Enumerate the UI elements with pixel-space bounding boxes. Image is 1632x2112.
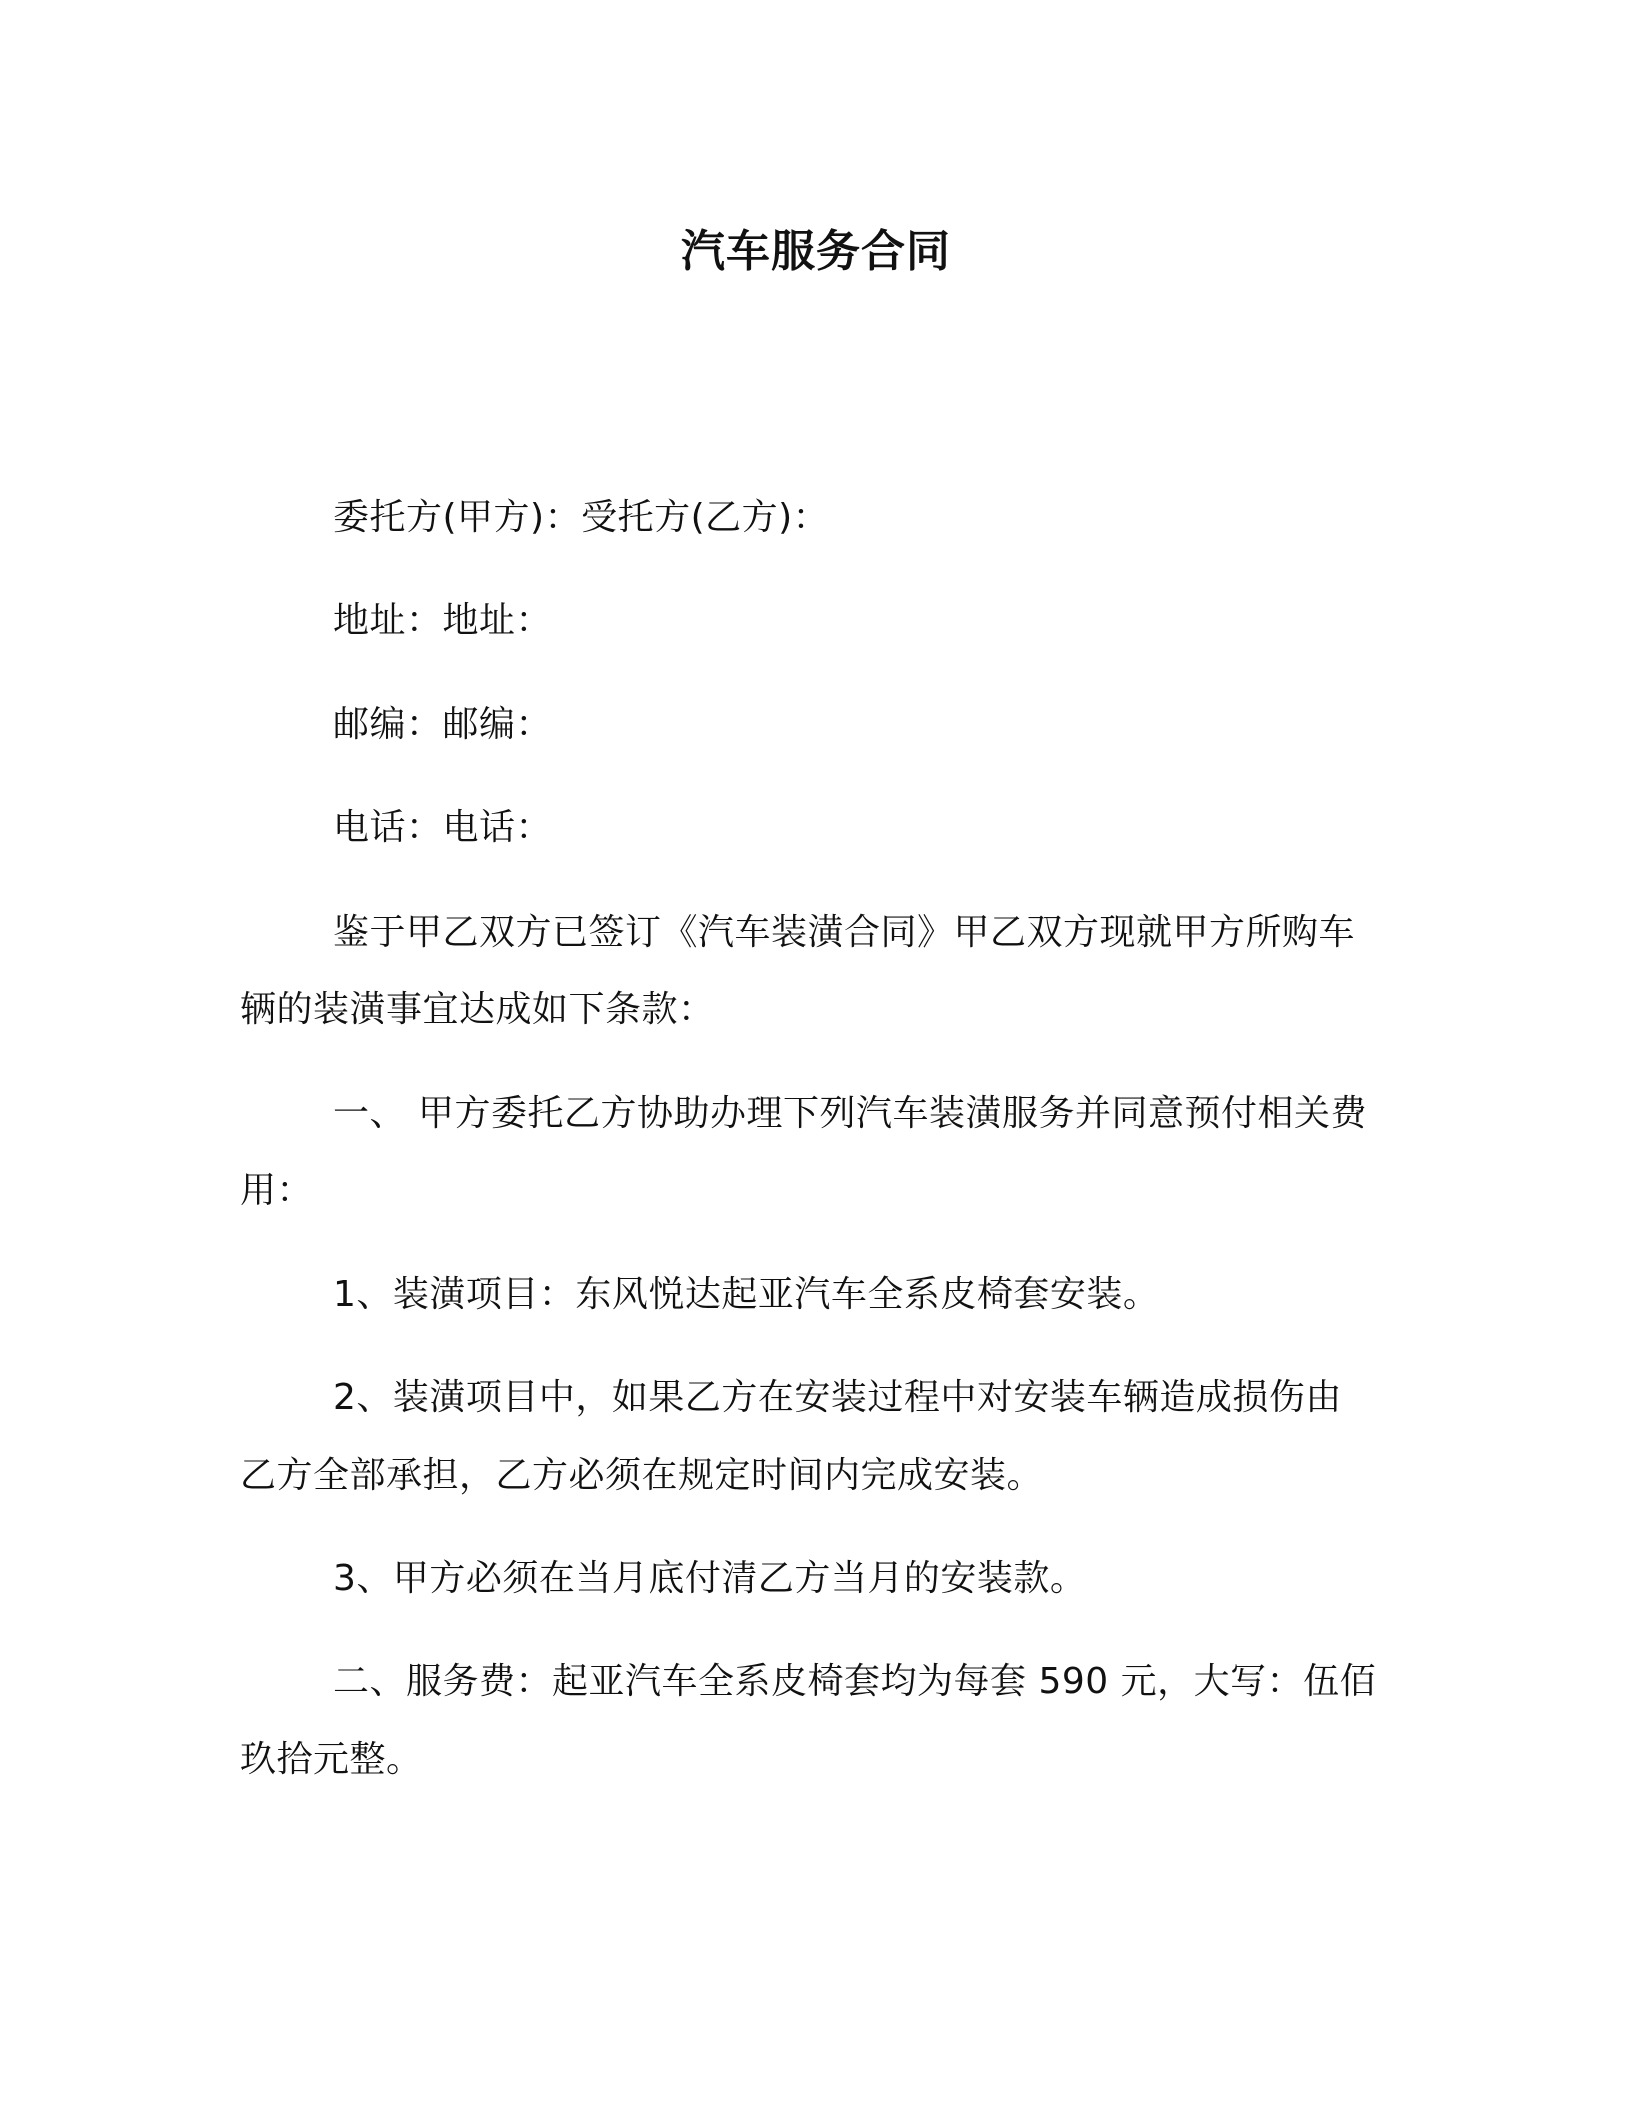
section-1-line-2: 用： (240, 1170, 314, 1211)
address-line: 地址：地址： (333, 600, 553, 641)
clause-2-line-1: 2、装潢项目中，如果乙方在安装过程中对安装车辆造成损伤由 (333, 1377, 1342, 1418)
section-2-line-2: 玖拾元整。 (240, 1739, 423, 1780)
section-1-line-1: 一、 甲方委托乙方协助办理下列汽车装潢服务并同意预付相关费 (333, 1093, 1367, 1134)
postcode-line: 邮编：邮编： (333, 704, 553, 745)
party-names-line: 委托方(甲方)：受托方(乙方)： (333, 497, 830, 538)
clause-1: 1、装潢项目：东风悦达起亚汽车全系皮椅套安装。 (333, 1274, 1160, 1315)
document-title: 汽车服务合同 (681, 226, 951, 277)
clause-2-line-2: 乙方全部承担，乙方必须在规定时间内完成安装。 (240, 1455, 1044, 1496)
phone-line: 电话：电话： (333, 807, 553, 848)
preamble-line-1: 鉴于甲乙双方已签订《汽车装潢合同》甲乙双方现就甲方所购车 (333, 912, 1356, 953)
section-2-line-1: 二、服务费：起亚汽车全系皮椅套均为每套 590 元，大写：伍佰 (333, 1661, 1377, 1702)
preamble-line-2: 辆的装潢事宜达成如下条款： (240, 989, 715, 1030)
clause-3: 3、甲方必须在当月底付清乙方当月的安装款。 (333, 1558, 1087, 1599)
